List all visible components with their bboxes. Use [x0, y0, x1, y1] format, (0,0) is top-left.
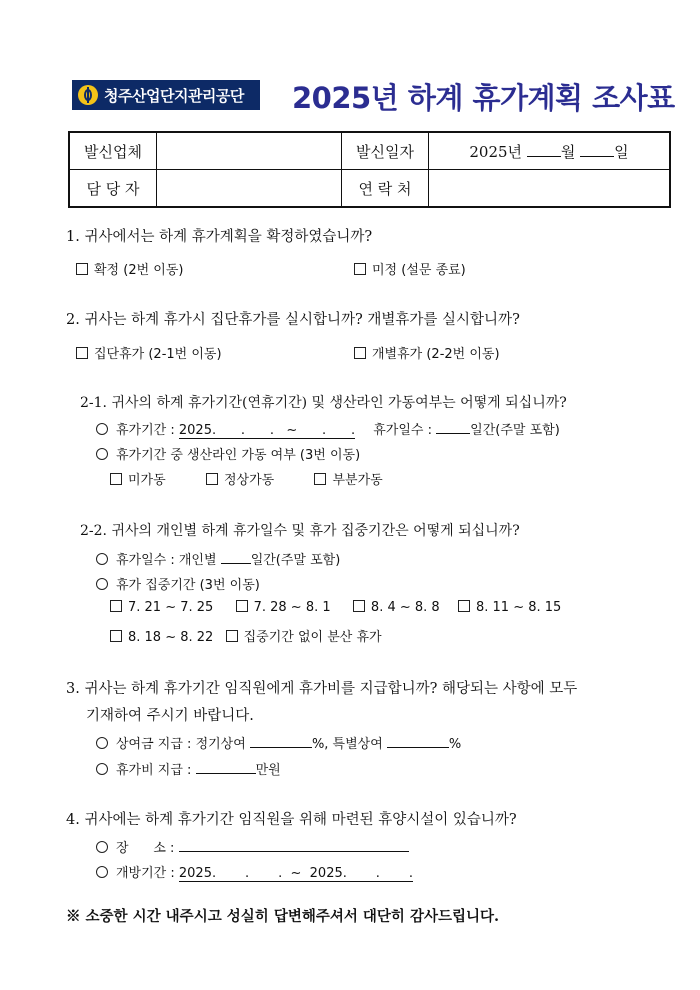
q2-2-focus-options-row2 — [110, 626, 382, 645]
question-3-line2: 기재하여 주시기 바랍니다. — [86, 708, 254, 724]
focus-opt-1[interactable] — [110, 600, 213, 615]
days-label: 휴가일수 : — [373, 423, 437, 438]
q2-1-line-operation — [96, 444, 360, 463]
pay-suffix: 만원 — [255, 763, 281, 778]
checkbox-icon[interactable] — [236, 600, 248, 612]
q2-option-group[interactable] — [76, 343, 222, 362]
radio-icon[interactable] — [96, 578, 108, 590]
question-1: 1. 귀사에서는 하계 휴가계획을 확정하였습니까? — [66, 229, 373, 245]
q1-option-confirmed[interactable] — [76, 259, 183, 278]
bonus-mid: %, 특별상여 — [311, 737, 387, 752]
q2-2-focus — [96, 574, 260, 593]
sender-date-label: 발신일자 — [342, 132, 429, 170]
option-label: 8. 11 ~ 8. 15 — [475, 600, 562, 615]
checkbox-icon[interactable] — [76, 263, 88, 275]
focus-opt-5[interactable] — [110, 630, 213, 645]
q2-1-line-options — [110, 469, 383, 488]
days-suffix: 일간(주말 포함) — [250, 553, 341, 568]
special-bonus-blank[interactable] — [387, 747, 449, 748]
manager-label: 담 당 자 — [69, 170, 157, 208]
q4-place — [96, 837, 409, 856]
manager-field[interactable] — [157, 170, 342, 208]
place-blank[interactable] — [179, 851, 409, 852]
days-blank[interactable] — [221, 563, 251, 564]
bonus-end: % — [448, 737, 462, 752]
q2-option-individual[interactable] — [354, 343, 500, 362]
checkbox-icon[interactable] — [353, 600, 365, 612]
checkbox-icon[interactable] — [354, 347, 366, 359]
focus-label: 휴가 집중기간 (3번 이동) — [116, 578, 260, 593]
open-label: 개방기간 : — [116, 866, 179, 881]
period-input[interactable]: 2025. . . ~ . . — [178, 423, 356, 438]
q1-option-undecided[interactable] — [354, 259, 466, 278]
option-label: 미가동 — [128, 473, 166, 488]
radio-icon[interactable] — [96, 841, 108, 853]
option-label: 7. 28 ~ 8. 1 — [253, 600, 331, 615]
radio-icon[interactable] — [96, 866, 108, 878]
question-4: 4. 귀사에는 하계 휴가기간 임직원을 위해 마련된 휴양시설이 있습니까? — [66, 812, 517, 828]
sender-info-table — [68, 131, 671, 208]
radio-icon[interactable] — [96, 763, 108, 775]
date-day: 일 — [614, 142, 629, 161]
option-label: 8. 4 ~ 8. 8 — [370, 600, 440, 615]
checkbox-icon[interactable] — [458, 600, 470, 612]
org-logo — [72, 80, 260, 110]
option-label: 미정 (설문 종료) — [372, 263, 466, 278]
page-title: 2025년 하계 휴가계획 조사표 — [292, 81, 675, 115]
bonus-label: 상여금 지급 : 정기상여 — [116, 737, 250, 752]
checkbox-icon[interactable] — [206, 473, 218, 485]
question-2-1: 2-1. 귀사의 하계 휴가기간(연휴기간) 및 생산라인 가동여부는 어떻게 되십니까? — [80, 395, 567, 411]
closing-note: ※ 소중한 시간 내주시고 성실히 답변해주셔서 대단히 감사드립니다. — [66, 908, 500, 925]
checkbox-icon[interactable] — [226, 630, 238, 642]
radio-icon[interactable] — [96, 553, 108, 565]
option-label: 집중기간 없이 분산 휴가 — [243, 630, 382, 645]
q3-pay — [96, 759, 281, 778]
radio-icon[interactable] — [96, 448, 108, 460]
days-label: 휴가일수 : 개인별 — [116, 553, 221, 568]
option-label: 부분가동 — [332, 473, 383, 488]
sender-company-label: 발신업체 — [69, 132, 157, 170]
q2-2-focus-options-row1 — [110, 600, 561, 615]
option-label: 7. 21 ~ 7. 25 — [128, 600, 214, 615]
logo-emblem-icon — [78, 85, 98, 105]
contact-field[interactable] — [429, 170, 671, 208]
q2-2-days — [96, 549, 340, 568]
checkbox-icon[interactable] — [354, 263, 366, 275]
date-month: 월 — [560, 142, 576, 161]
radio-icon[interactable] — [96, 737, 108, 749]
question-3-line1: 3. 귀사는 하계 휴가기간 임직원에게 휴가비를 지급합니까? 해당되는 사항에 모두 — [66, 681, 578, 697]
checkbox-icon[interactable] — [110, 600, 122, 612]
checkbox-icon[interactable] — [76, 347, 88, 359]
checkbox-icon[interactable] — [314, 473, 326, 485]
day-blank[interactable] — [580, 156, 614, 157]
month-blank[interactable] — [527, 156, 561, 157]
line-opt-stopped[interactable] — [110, 473, 166, 488]
q4-open-period — [96, 862, 413, 882]
regular-bonus-blank[interactable] — [250, 747, 312, 748]
question-2: 2. 귀사는 하계 휴가시 집단휴가를 실시합니까? 개별휴가를 실시합니까? — [66, 312, 520, 328]
option-label: 확정 (2번 이동) — [94, 263, 184, 278]
focus-opt-4[interactable] — [458, 600, 561, 615]
option-label: 정상가동 — [223, 473, 275, 488]
days-blank[interactable] — [436, 433, 470, 434]
line-label: 휴가기간 중 생산라인 가동 여부 (3번 이동) — [116, 448, 361, 463]
checkbox-icon[interactable] — [110, 630, 122, 642]
date-year: 2025년 — [469, 142, 523, 161]
line-opt-partial[interactable] — [314, 473, 382, 488]
option-label: 8. 18 ~ 8. 22 — [128, 630, 214, 645]
days-suffix: 일간(주말 포함) — [470, 423, 560, 438]
radio-icon[interactable] — [96, 423, 108, 435]
checkbox-icon[interactable] — [110, 473, 122, 485]
q2-1-period — [96, 419, 560, 439]
pay-label: 휴가비 지급 : — [116, 763, 196, 778]
focus-opt-6[interactable] — [226, 630, 382, 645]
pay-blank[interactable] — [196, 773, 256, 774]
focus-opt-3[interactable] — [353, 600, 440, 615]
option-label: 개별휴가 (2-2번 이동) — [372, 347, 500, 362]
period-label: 휴가기간 : — [116, 423, 179, 438]
sender-date-field[interactable] — [429, 132, 671, 170]
option-label: 집단휴가 (2-1번 이동) — [94, 347, 222, 362]
place-label: 장 소 : — [116, 841, 179, 856]
org-name: 청주산업단지관리공단 — [104, 86, 244, 105]
sender-company-field[interactable] — [157, 132, 342, 170]
question-2-2: 2-2. 귀사의 개인별 하계 휴가일수 및 휴가 집중기간은 어떻게 되십니까? — [80, 523, 520, 539]
q3-bonus — [96, 733, 461, 752]
open-period-input[interactable]: 2025. . . ~ 2025. . . — [178, 866, 413, 881]
line-opt-normal[interactable] — [206, 473, 274, 488]
focus-opt-2[interactable] — [236, 600, 331, 615]
contact-label: 연 락 처 — [342, 170, 429, 208]
